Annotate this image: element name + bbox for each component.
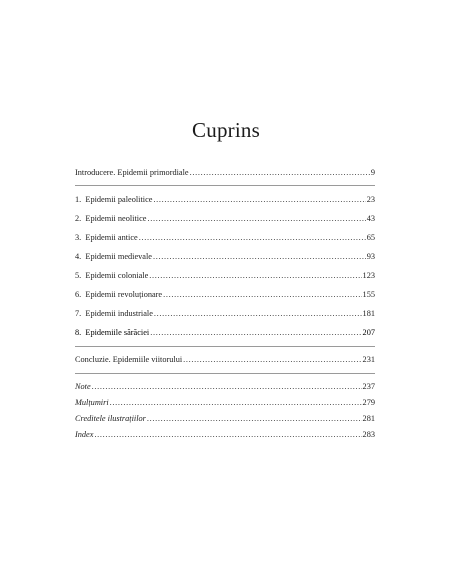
toc-entry-label: 2. Epidemii neolitice [75, 214, 147, 223]
toc-entry-page: 155 [362, 290, 375, 299]
toc-entry-page: 283 [362, 430, 375, 439]
toc-entry-label: 4. Epidemii medievale [75, 252, 152, 261]
dot-leader [153, 194, 365, 206]
section-divider [75, 185, 375, 186]
dot-leader [190, 167, 370, 179]
dot-leader [163, 289, 361, 301]
dot-leader [147, 213, 365, 225]
toc-entry-chapter-8[interactable] [75, 327, 375, 339]
toc-entry-acknowledgements[interactable] [75, 397, 375, 409]
toc-entry-label: Note [75, 382, 91, 391]
toc-entry-page: 207 [362, 328, 375, 337]
toc-entry-label: Index [75, 430, 94, 439]
page-title: Cuprins [192, 118, 260, 142]
toc-entry-page: 181 [362, 309, 375, 318]
toc-entry-chapter-6[interactable] [75, 289, 375, 301]
toc-entry-label: 7. Epidemii industriale [75, 309, 153, 318]
section-divider [75, 346, 375, 347]
dot-leader [150, 327, 361, 339]
toc-entry-page: 65 [366, 233, 375, 242]
toc-entry-introduction[interactable] [75, 167, 375, 179]
toc-entry-chapter-7[interactable] [75, 308, 375, 320]
toc-entry-index[interactable] [75, 429, 375, 441]
toc-entry-chapter-5[interactable] [75, 270, 375, 282]
dot-leader [147, 413, 362, 425]
toc-entry-page: 281 [362, 414, 375, 423]
toc-entry-label: 8. Epidemiile sărăciei [75, 328, 150, 337]
dot-leader [139, 232, 366, 244]
toc-entry-label: Concluzie. Epidemiile viitorului [75, 355, 183, 364]
toc-entry-label: Introducere. Epidemii primordiale [75, 168, 189, 177]
section-divider [75, 373, 375, 374]
toc-entry-label: 5. Epidemii coloniale [75, 271, 149, 280]
dot-leader [92, 381, 362, 393]
toc-entry-label: Creditele ilustrațiilor [75, 414, 146, 423]
toc-entry-page: 237 [362, 382, 375, 391]
dot-leader [149, 270, 361, 282]
toc-entry-label: 6. Epidemii revoluționare [75, 290, 163, 299]
toc-entry-notes[interactable] [75, 381, 375, 393]
dot-leader [94, 429, 361, 441]
toc-entry-page: 231 [362, 355, 375, 364]
dot-leader [153, 251, 366, 263]
toc-entry-illustration-credits[interactable] [75, 413, 375, 425]
dot-leader [183, 354, 361, 366]
toc-entry-page: 93 [366, 252, 375, 261]
dot-leader [154, 308, 362, 320]
toc-entry-chapter-1[interactable] [75, 194, 375, 206]
toc-entry-label: Mulțumiri [75, 398, 109, 407]
toc-entry-chapter-2[interactable] [75, 213, 375, 225]
toc-entry-chapter-4[interactable] [75, 251, 375, 263]
toc-entry-label: 1. Epidemii paleolitice [75, 195, 153, 204]
dot-leader [110, 397, 362, 409]
toc-entry-page: 9 [370, 168, 375, 177]
toc-entry-page: 123 [362, 271, 375, 280]
toc-entry-page: 279 [362, 398, 375, 407]
toc-entry-page: 43 [366, 214, 375, 223]
toc-entry-page: 23 [366, 195, 375, 204]
toc-entry-conclusion[interactable] [75, 354, 375, 366]
toc-entry-label: 3. Epidemii antice [75, 233, 138, 242]
toc-entry-chapter-3[interactable] [75, 232, 375, 244]
